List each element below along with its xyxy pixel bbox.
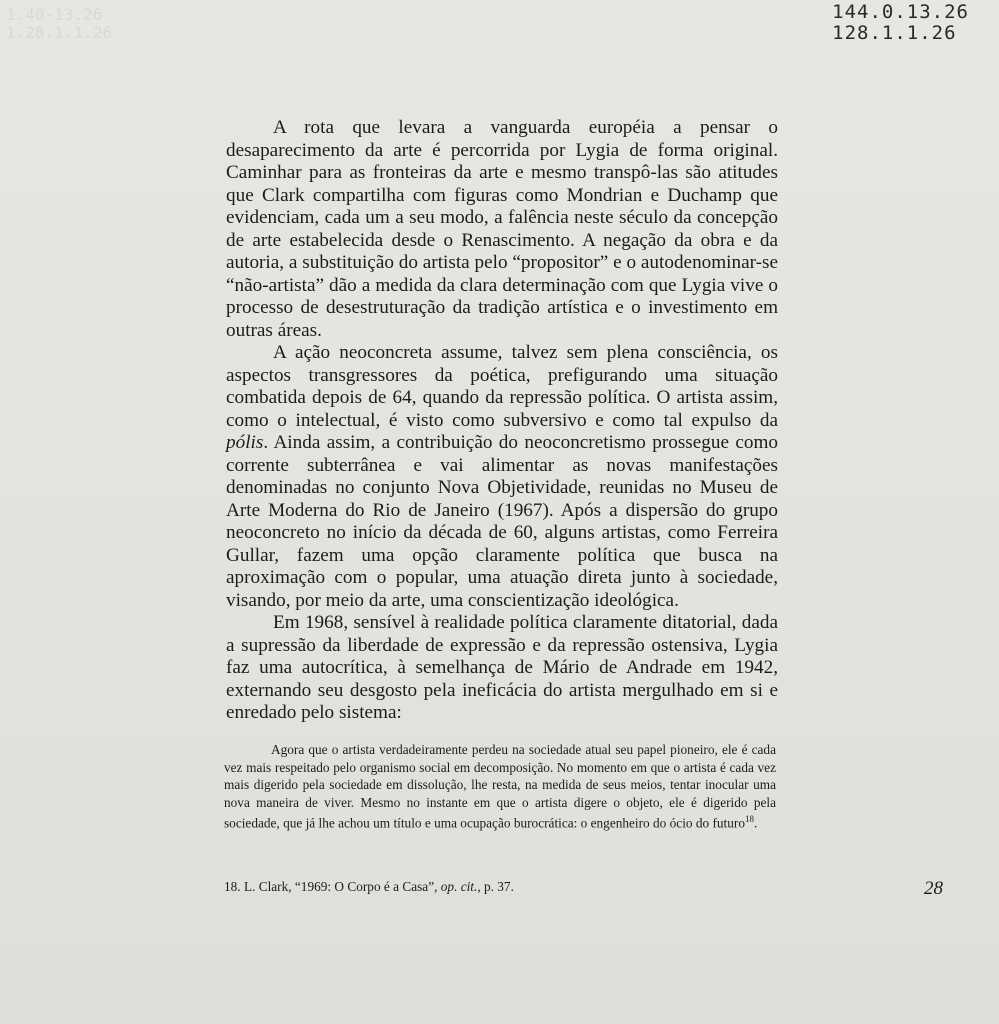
main-text	[226, 117, 778, 725]
block-quote-end: .	[753, 815, 758, 831]
handwritten-catalog-number	[832, 2, 969, 44]
paragraph-3: Em 1968, sensível à realidade política claramente ditatorial, dada a supressão da liberdade de expressão e da repressão ostensiva, Lygia faz uma autocrítica, à semelhança de Mário de Andrade em 1942, externando seu desgosto pela ineficácia do artista mergulhado em si e enredado pelo sistema:	[226, 612, 778, 723]
paragraph-2-part-2: . Ainda assim, a contribuição do neoconcretismo prossegue como corrente subterrânea e vai alimentar as novas manifestações denominadas no conjunto Nova Objetividade, reunidas no Museu de Arte Moderna do Rio de Janeiro (1967). Após a dispersão do grupo neoconcreto no início da década de 60, alguns artistas, como Ferreira Gullar, fazem uma opção claramente política que busca na aproximação com o popular, uma atuação direta junto à sociedade, visando, por meio da arte, uma conscientização ideológica.	[226, 432, 778, 611]
block-quote-text: Agora que o artista verdadeiramente perdeu na sociedade atual seu papel pioneiro, ele é cada vez mais respeitado pelo organismo social em decomposição. No momento em que o artista é cada vez mais digerido pela sociedade em dissolução, lhe resta, na medida de seus meios, tentar inocular uma nova maneira de viver. Mesmo no instante em que o artista digere o objeto, ele é digerido pela sociedade, que já lhe achou um título e uma ocupação burocrática: o engenheiro do ócio do futuro	[224, 742, 776, 831]
paragraph-2-part-1: A ação neoconcreta assume, talvez sem plena consciência, os aspectos transgressores da poética, prefigurando uma situação combatida depois de 64, quando da repressão política. O artista assim, como o intelectual, é visto como subversivo e como tal expulso da	[226, 342, 778, 431]
faint-stamp	[6, 6, 112, 42]
block-quote	[224, 741, 776, 832]
faint-stamp-line-1: 1.40-13.26	[6, 5, 103, 24]
handwritten-line-2: 128.1.1.26	[832, 22, 957, 44]
footnote-part-1: 18. L. Clark, “1969: O Corpo é a Casa”,	[224, 879, 441, 894]
footnote-italic: op. cit.	[440, 879, 478, 894]
paragraph-2-italic: pólis	[226, 432, 264, 453]
faint-stamp-line-2: 1.28.1.1.26	[6, 23, 112, 42]
footnote-part-2: , p. 37.	[477, 879, 514, 894]
paragraph-2	[226, 342, 778, 612]
page-number: 28	[924, 878, 943, 899]
handwritten-line-1: 144.0.13.26	[832, 1, 969, 23]
footnote	[224, 878, 704, 895]
paragraph-1: A rota que levara a vanguarda européia a pensar o desaparecimento da arte é percorrida por Lygia de forma original. Caminhar para as fronteiras da arte e mesmo transpô-las são atitudes que Clark compartilha com figuras como Mondrian e Duchamp que evidenciam, cada um a seu modo, a falência neste século da concepção de arte estabelecida desde o Renascimento. A negação da obra e da autoria, a substituição do artista pelo “propositor” e o autodenominar-se “não-artista” dão a medida da clara determinação com que Lygia vive o processo de desestruturação da tradição artística e o investimento em outras áreas.	[226, 117, 778, 341]
block-quote-paragraph	[224, 741, 776, 832]
footnote-reference: 18	[744, 814, 754, 825]
